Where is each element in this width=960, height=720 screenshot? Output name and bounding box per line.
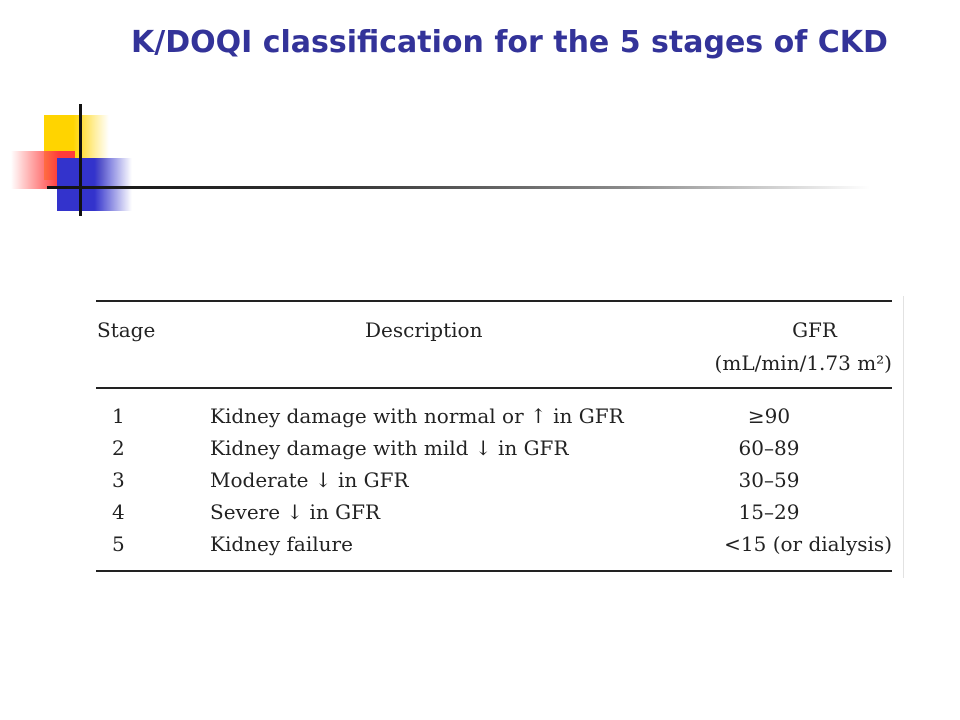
slide-title: K/DOQI classification for the 5 stages of CKD: [131, 25, 888, 60]
cell-stage: 3: [112, 468, 125, 492]
cell-stage: 1: [112, 404, 125, 428]
ckd-stage-table: [96, 300, 892, 572]
table-row: [96, 401, 892, 433]
header-description: Description: [365, 318, 483, 342]
table-row: [96, 529, 892, 561]
table-row: [96, 497, 892, 529]
cell-description: Kidney damage with mild ↓ in GFR: [210, 436, 569, 460]
table-header-rule: [96, 387, 892, 389]
table-body: [96, 401, 892, 561]
image-right-edge: [903, 296, 904, 578]
cell-stage: 2: [112, 436, 125, 460]
header-gfr-unit: (mL/min/1.73 m²): [714, 351, 892, 375]
cell-gfr: <15 (or dialysis): [724, 532, 892, 556]
decor-blue-square: [57, 158, 132, 211]
cell-description: Kidney damage with normal or ↑ in GFR: [210, 404, 624, 428]
cell-gfr: 60–89: [738, 436, 800, 460]
cell-description: Moderate ↓ in GFR: [210, 468, 409, 492]
table-row: [96, 465, 892, 497]
cell-stage: 4: [112, 500, 125, 524]
cell-gfr: ≥90: [747, 404, 791, 428]
table-top-rule: [96, 300, 892, 302]
header-stage: Stage: [97, 318, 156, 342]
decor-vertical-line: [79, 104, 82, 216]
cell-description: Severe ↓ in GFR: [210, 500, 381, 524]
table-bottom-rule: [96, 570, 892, 572]
cell-gfr: 15–29: [738, 500, 800, 524]
table-row: [96, 433, 892, 465]
cell-description: Kidney failure: [210, 532, 353, 556]
decor-horizontal-line: [47, 186, 870, 189]
cell-gfr: 30–59: [738, 468, 800, 492]
header-gfr: GFR: [792, 318, 837, 342]
cell-stage: 5: [112, 532, 125, 556]
